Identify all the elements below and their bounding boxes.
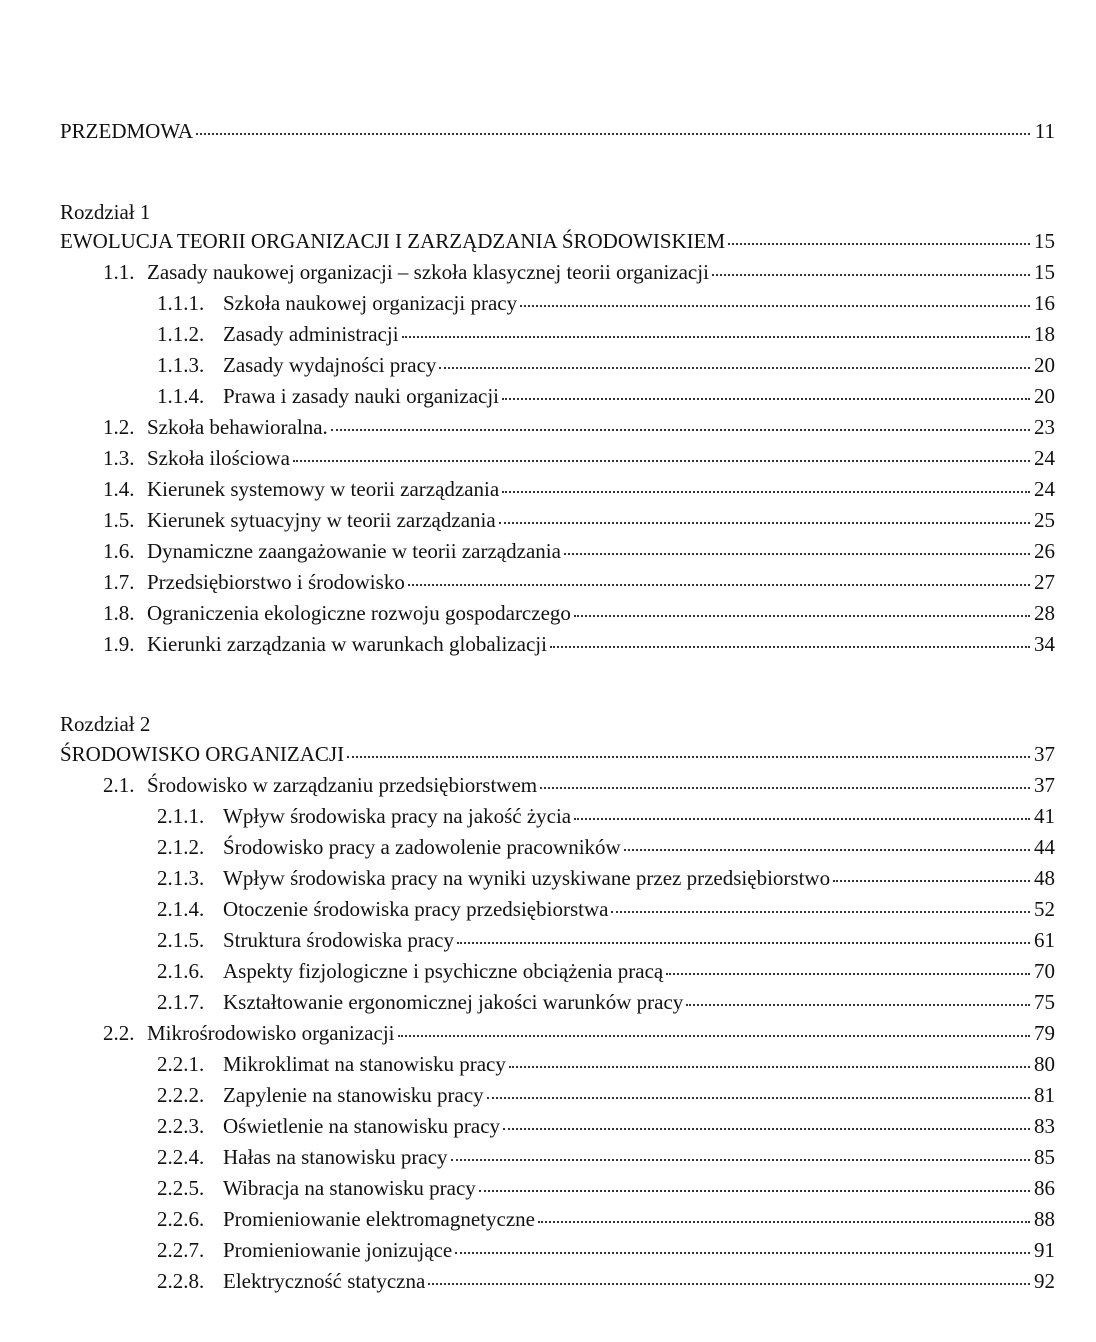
toc-entry-title: Kierunek systemowy w teorii zarządzania — [147, 477, 500, 501]
toc-entry-page: 70 — [1034, 959, 1055, 983]
toc-entry — [157, 894, 1055, 924]
toc-entry-title: Kierunek sytuacyjny w teorii zarządzania — [147, 508, 496, 532]
toc-entry-number: 1.4. — [103, 477, 135, 501]
toc-entry — [157, 987, 1055, 1017]
toc-entry-page: 28 — [1034, 601, 1055, 625]
dot-leader — [624, 849, 1030, 851]
toc-entry-page: 91 — [1034, 1238, 1055, 1262]
dot-leader — [509, 1066, 1030, 1068]
toc-entry-page: 88 — [1034, 1207, 1055, 1231]
toc-entry-title: Zapylenie na stanowisku pracy — [223, 1083, 484, 1107]
toc-entry — [157, 863, 1055, 893]
toc-entry-number: 2.1.2. — [157, 835, 205, 859]
toc-entry-number: 2.1.6. — [157, 959, 205, 983]
toc-entry — [103, 536, 1055, 566]
toc-entry-page: 15 — [1034, 229, 1055, 253]
dot-leader — [487, 1097, 1030, 1099]
toc-entry-number: 1.1.2. — [157, 322, 205, 346]
dot-leader — [574, 615, 1030, 617]
toc-entry-number: 1.1. — [103, 260, 135, 284]
toc-entry-number: 1.7. — [103, 570, 135, 594]
toc-entry — [103, 1018, 1055, 1048]
toc-entry — [157, 956, 1055, 986]
toc-entry-number: 2.2.8. — [157, 1269, 205, 1293]
dot-leader — [550, 646, 1030, 648]
toc-entry-number: 2.2.7. — [157, 1238, 205, 1262]
dot-leader — [503, 1128, 1030, 1130]
toc-entry-title: Mikrośrodowisko organizacji — [147, 1021, 395, 1045]
toc-entry-title: Aspekty fizjologiczne i psychiczne obciążenia pracą — [223, 959, 664, 983]
toc-entry-page: 37 — [1034, 742, 1055, 766]
toc-entry-number: 2.2.3. — [157, 1114, 205, 1138]
dot-leader — [293, 460, 1030, 462]
dot-leader — [611, 911, 1030, 913]
dot-leader — [686, 1004, 1030, 1006]
toc-entry — [103, 567, 1055, 597]
chapter-title: ŚRODOWISKO ORGANIZACJI — [60, 742, 345, 766]
toc-entry-number: 1.6. — [103, 539, 135, 563]
dot-leader — [666, 973, 1030, 975]
dot-leader — [540, 787, 1030, 789]
toc-entry — [103, 443, 1055, 473]
toc-entry-page: 34 — [1034, 632, 1055, 656]
toc-entry — [103, 505, 1055, 535]
dot-leader — [520, 305, 1030, 307]
toc-entry-preface — [60, 116, 1055, 146]
toc-entry-title: Szkoła behawioralna. — [147, 415, 328, 439]
toc-entry-page: 75 — [1034, 990, 1055, 1014]
toc-entry-title: Wpływ środowiska pracy na jakość życia — [223, 804, 572, 828]
toc-entry-number: 1.1.4. — [157, 384, 205, 408]
dot-leader — [833, 880, 1030, 882]
toc-entry-number: 1.8. — [103, 601, 135, 625]
toc-entry-page: 83 — [1034, 1114, 1055, 1138]
dot-leader — [479, 1190, 1030, 1192]
toc-entry — [103, 257, 1055, 287]
toc-entry — [103, 412, 1055, 442]
toc-entry — [103, 629, 1055, 659]
toc-entry-page: 24 — [1034, 477, 1055, 501]
dot-leader — [428, 1283, 1030, 1285]
toc-entry-title: Hałas na stanowisku pracy — [223, 1145, 448, 1169]
toc-entry — [157, 1142, 1055, 1172]
toc-entry-page: 52 — [1034, 897, 1055, 921]
toc-entry-page: 23 — [1034, 415, 1055, 439]
toc-entry-page: 44 — [1034, 835, 1055, 859]
toc-entry — [157, 319, 1055, 349]
toc-entry-number: 1.1.3. — [157, 353, 205, 377]
toc-entry-number: 2.2.5. — [157, 1176, 205, 1200]
toc-entry-title: Środowisko w zarządzaniu przedsiębiorstwem — [147, 773, 538, 797]
toc-entry-title: Prawa i zasady nauki organizacji — [223, 384, 500, 408]
toc-entry-number: 1.5. — [103, 508, 135, 532]
dot-leader — [398, 1035, 1031, 1037]
toc-entry-page: 26 — [1034, 539, 1055, 563]
toc-entry-number: 2.1.4. — [157, 897, 205, 921]
toc-entry — [157, 1266, 1055, 1296]
toc-entry-page: 27 — [1034, 570, 1055, 594]
toc-entry-number: 1.2. — [103, 415, 135, 439]
toc-entry-title: Kierunki zarządzania w warunkach globalizacji — [147, 632, 547, 656]
toc-entry-title: Mikroklimat na stanowisku pracy — [223, 1052, 506, 1076]
dot-leader — [502, 491, 1030, 493]
toc-entry-number: 2.2.6. — [157, 1207, 205, 1231]
toc-entry-title: Szkoła ilościowa — [147, 446, 290, 470]
toc-entry-title: Promieniowanie elektromagnetyczne — [223, 1207, 535, 1231]
toc-entry-number: 2.2. — [103, 1021, 135, 1045]
toc-entry — [157, 288, 1055, 318]
dot-leader — [538, 1221, 1030, 1223]
dot-leader — [455, 1252, 1030, 1254]
toc-entry-title: Zasady administracji — [223, 322, 399, 346]
toc-entry — [157, 925, 1055, 955]
toc-entry-title: Promieniowanie jonizujące — [223, 1238, 453, 1262]
toc-entry-title: Otoczenie środowiska pracy przedsiębiorstwa — [223, 897, 609, 921]
toc-entry-number: 1.3. — [103, 446, 135, 470]
toc-entry — [157, 381, 1055, 411]
toc-entry — [157, 1235, 1055, 1265]
toc-entry-page: 37 — [1034, 773, 1055, 797]
toc-entry — [157, 801, 1055, 831]
toc-entry — [157, 1173, 1055, 1203]
chapter-title-row — [60, 226, 1055, 256]
toc-entry-page: 20 — [1034, 384, 1055, 408]
dot-leader — [728, 243, 1030, 245]
dot-leader — [451, 1159, 1030, 1161]
toc-entry-title: Wpływ środowiska pracy na wyniki uzyskiwane przez przedsiębiorstwo — [223, 866, 831, 890]
toc-entry-title: Struktura środowiska pracy — [223, 928, 454, 952]
toc-entry-page: 11 — [1034, 119, 1055, 143]
toc-entry-page: 80 — [1034, 1052, 1055, 1076]
dot-leader — [347, 756, 1030, 758]
toc-entry-title: Oświetlenie na stanowisku pracy — [223, 1114, 501, 1138]
dot-leader — [457, 942, 1030, 944]
toc-entry-number: 2.1.5. — [157, 928, 205, 952]
toc-entry-page: 81 — [1034, 1083, 1055, 1107]
toc-entry-page: 18 — [1034, 322, 1055, 346]
toc-entry — [157, 832, 1055, 862]
toc-entry-page: 20 — [1034, 353, 1055, 377]
toc-entry-title: Elektryczność statyczna — [223, 1269, 426, 1293]
toc-entry-number: 2.1.1. — [157, 804, 205, 828]
chapter-title-row — [60, 739, 1055, 769]
toc-entry — [157, 1049, 1055, 1079]
dot-leader — [196, 133, 1030, 135]
toc-entry-title: Wibracja na stanowisku pracy — [223, 1176, 476, 1200]
dot-leader — [439, 367, 1030, 369]
toc-entry-page: 16 — [1034, 291, 1055, 315]
toc-entry — [103, 770, 1055, 800]
toc-entry — [157, 350, 1055, 380]
toc-entry-number: 2.2.1. — [157, 1052, 205, 1076]
dot-leader — [564, 553, 1030, 555]
toc-entry-page: 41 — [1034, 804, 1055, 828]
dot-leader — [499, 522, 1030, 524]
toc-entry-page: 85 — [1034, 1145, 1055, 1169]
dot-leader — [712, 274, 1030, 276]
toc-entry-title: Zasady naukowej organizacji – szkoła klasycznej teorii organizacji — [147, 260, 709, 284]
chapter-title: EWOLUCJA TEORII ORGANIZACJI I ZARZĄDZANIA ŚRODOWISKIEM — [60, 229, 726, 253]
toc-entry-number: 2.1. — [103, 773, 135, 797]
chapter-label: Rozdział 2 — [60, 712, 151, 736]
dot-leader — [408, 584, 1030, 586]
toc-entry-page: 86 — [1034, 1176, 1055, 1200]
toc-entry-number: 1.1.1. — [157, 291, 205, 315]
dot-leader — [502, 398, 1030, 400]
toc-entry-number: 2.1.7. — [157, 990, 205, 1014]
toc-entry-page: 15 — [1034, 260, 1055, 284]
toc-entry-title: Środowisko pracy a zadowolenie pracowników — [223, 835, 621, 859]
toc-entry-page: 61 — [1034, 928, 1055, 952]
toc-entry-page: 24 — [1034, 446, 1055, 470]
toc-entry-number: 2.2.4. — [157, 1145, 205, 1169]
chapter-label: Rozdział 1 — [60, 200, 151, 224]
toc-entry — [157, 1204, 1055, 1234]
toc-entry — [157, 1111, 1055, 1141]
toc-entry-title: Kształtowanie ergonomicznej jakości warunków pracy — [223, 990, 684, 1014]
dot-leader — [331, 429, 1030, 431]
toc-entry-number: 2.2.2. — [157, 1083, 205, 1107]
dot-leader — [574, 818, 1030, 820]
toc-entry-title: Dynamiczne zaangażowanie w teorii zarządzania — [147, 539, 561, 563]
toc-entry — [103, 474, 1055, 504]
toc-entry-title: Przedsiębiorstwo i środowisko — [147, 570, 405, 594]
toc-entry-title: Ograniczenia ekologiczne rozwoju gospodarczego — [147, 601, 571, 625]
toc-entry-title: PRZEDMOWA — [60, 119, 194, 143]
toc-entry-page: 25 — [1034, 508, 1055, 532]
toc-entry-title: Szkoła naukowej organizacji pracy — [223, 291, 518, 315]
toc-entry-page: 48 — [1034, 866, 1055, 890]
dot-leader — [402, 336, 1030, 338]
toc-entry — [103, 598, 1055, 628]
toc-entry-page: 92 — [1034, 1269, 1055, 1293]
toc-entry — [157, 1080, 1055, 1110]
toc-entry-page: 79 — [1034, 1021, 1055, 1045]
toc-entry-title: Zasady wydajności pracy — [223, 353, 437, 377]
toc-entry-number: 1.9. — [103, 632, 135, 656]
toc-entry-number: 2.1.3. — [157, 866, 205, 890]
